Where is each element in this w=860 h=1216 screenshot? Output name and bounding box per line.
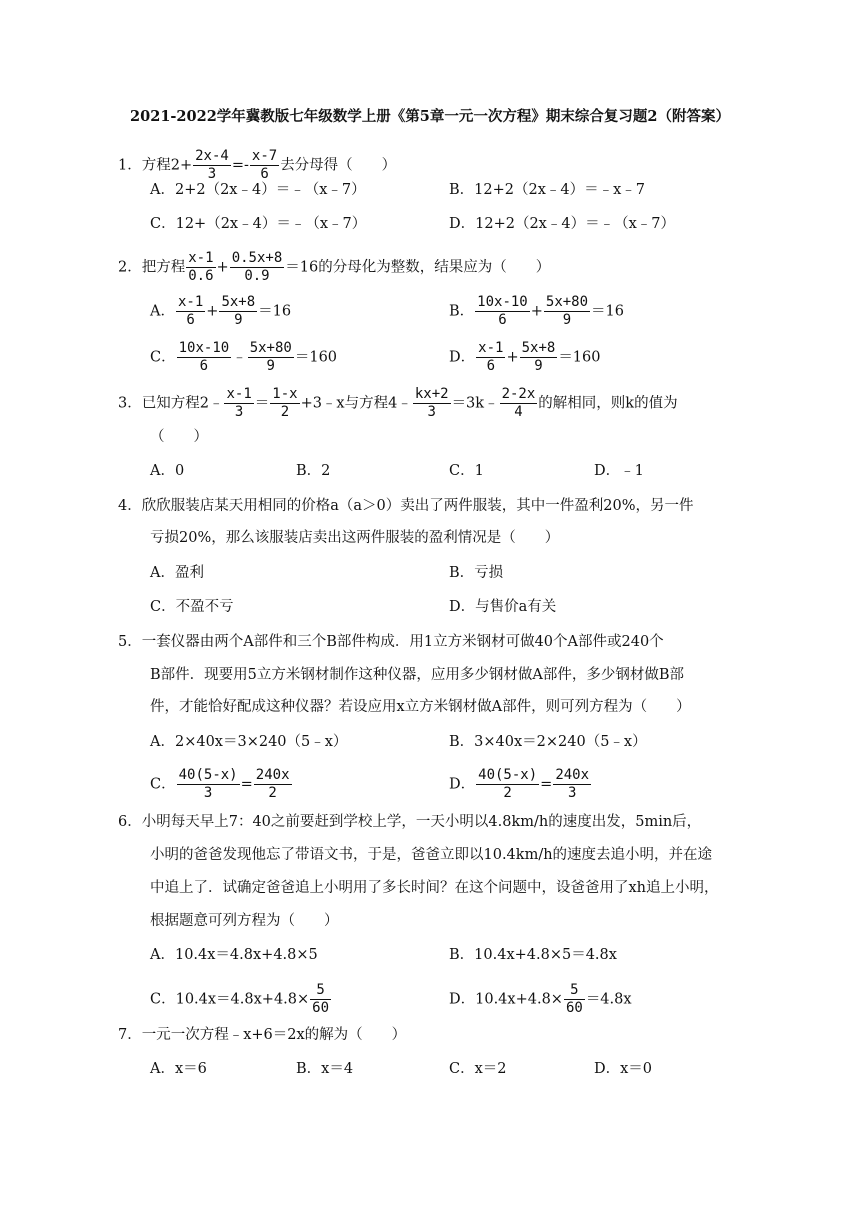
option-d: D．10.4x+4.8× $\frac{5}{60}$ ＝4.8x xyxy=(449,982,632,1016)
question-5-line1: 5．一套仪器由两个A部件和三个B部件构成．用1立方米钢材可做40个A部件或240个 xyxy=(118,634,664,650)
fraction: $\frac{0.5x+8}{0.9}$ xyxy=(231,250,283,284)
option-c: C． $\frac{40(5-x)}{3}$ = $\frac{240x}{2}$ xyxy=(150,767,290,801)
question-5-line3: 件，才能恰好配成这种仪器？若设应用x立方米钢材做A部件，则可列方程为（ ） xyxy=(150,699,691,715)
option-c: C．x＝2 xyxy=(449,1061,507,1077)
question-4-line1: 4．欣欣服装店某天用相同的价格a（a＞0）卖出了两件服装，其中一件盈利20%，另一件 xyxy=(118,498,694,514)
fraction: $\frac{x-1}{0.6}$ xyxy=(188,250,214,284)
option-c: C．12+（2x﹣4）＝﹣（x﹣7） xyxy=(150,216,367,232)
option-d: D．12+2（2x﹣4）＝﹣（x﹣7） xyxy=(449,216,675,232)
option-d: D． $\frac{40(5-x)}{2}$ = $\frac{240x}{3}$ xyxy=(449,767,590,801)
question-number: 3． xyxy=(118,395,142,412)
option-a: A．10.4x＝4.8x+4.8×5 xyxy=(150,947,318,963)
question-4-line2: 亏损20%，那么该服装店卖出这两件服装的盈利情况是（ ） xyxy=(150,530,560,546)
option-a: A．2×40x＝3×240（5﹣x） xyxy=(150,734,348,750)
question-number: 2． xyxy=(118,259,142,276)
option-d: D．与售价a有关 xyxy=(449,599,557,615)
option-d: D．﹣1 xyxy=(594,463,644,479)
question-3: 3．已知方程2﹣ $\frac{x-1}{3}$ ＝ $\frac{1-x}{2}$ +3﹣x与方程4﹣ $\frac{kx+2}{3}$ ＝3k﹣ $\frac{2-2x}{4}$ 的解相同，则k的值为 xyxy=(118,386,678,420)
question-2: 2．把方程 $\frac{x-1}{0.6}$ + $\frac{0.5x+8}{0.9}$ ＝16的分母化为整数，结果应为（ ） xyxy=(118,250,551,284)
option-b: B．x＝4 xyxy=(296,1061,354,1077)
question-6-line1: 6．小明每天早上7：40之前要赶到学校上学，一天小明以4.8km/h的速度出发，5min后， xyxy=(118,814,702,830)
option-b: B．10.4x+4.8×5＝4.8x xyxy=(449,947,617,963)
fraction: $\frac{2x-4}{3}$ xyxy=(195,148,229,182)
option-b: B．亏损 xyxy=(449,565,504,581)
option-b: B． $\frac{10x-10}{6}$ + $\frac{5x+80}{9}$ ＝16 xyxy=(449,294,624,328)
option-a: A． $\frac{x-1}{6}$ + $\frac{5x+8}{9}$ ＝16 xyxy=(150,294,292,328)
option-b: B．12+2（2x﹣4）＝﹣x﹣7 xyxy=(449,182,646,198)
option-a: A．x＝6 xyxy=(150,1061,207,1077)
question-number: 1． xyxy=(118,157,142,174)
option-d: D．x＝0 xyxy=(594,1061,653,1077)
option-b: B．3×40x＝2×240（5﹣x） xyxy=(449,734,647,750)
option-a: A．2+2（2x﹣4）＝﹣（x﹣7） xyxy=(150,182,366,198)
question-5-line2: B部件．现要用5立方米钢材制作这种仪器，应用多少钢材做A部件，多少钢材做B部 xyxy=(150,667,685,683)
option-c: C．10.4x＝4.8x+4.8× $\frac{5}{60}$ xyxy=(150,982,330,1016)
option-c: C． $\frac{10x-10}{6}$ ﹣ $\frac{5x+80}{9}$ ＝160 xyxy=(150,340,338,374)
question-6-line3: 中追上了．试确定爸爸追上小明用了多长时间？在这个问题中，设爸爸用了xh追上小明， xyxy=(150,880,719,896)
option-a: A．0 xyxy=(150,463,185,479)
question-1: 1．方程2+ $\frac{2x-4}{3}$ =- $\frac{x-7}{6}$ 去分母得（ ） xyxy=(118,148,397,182)
page-title: 2021-2022学年冀教版七年级数学上册《第5章一元一次方程》期末综合复习题2（附答案） xyxy=(130,108,730,125)
question-6-line4: 根据题意可列方程为（ ） xyxy=(150,913,339,929)
option-d: D． $\frac{x-1}{6}$ + $\frac{5x+8}{9}$ ＝160 xyxy=(449,340,601,374)
option-a: A．盈利 xyxy=(150,565,204,581)
question-7-line1: 7．一元一次方程﹣x+6＝2x的解为（ ） xyxy=(118,1027,407,1043)
option-b: B．2 xyxy=(296,463,331,479)
option-c: C．1 xyxy=(449,463,484,479)
option-c: C．不盈不亏 xyxy=(150,599,234,615)
fraction: $\frac{x-7}{6}$ xyxy=(251,148,278,182)
question-6-line2: 小明的爸爸发现他忘了带语文书，于是，爸爸立即以10.4km/h的速度去追小明，并在途 xyxy=(150,847,713,863)
question-3-paren: （ ） xyxy=(150,429,208,445)
